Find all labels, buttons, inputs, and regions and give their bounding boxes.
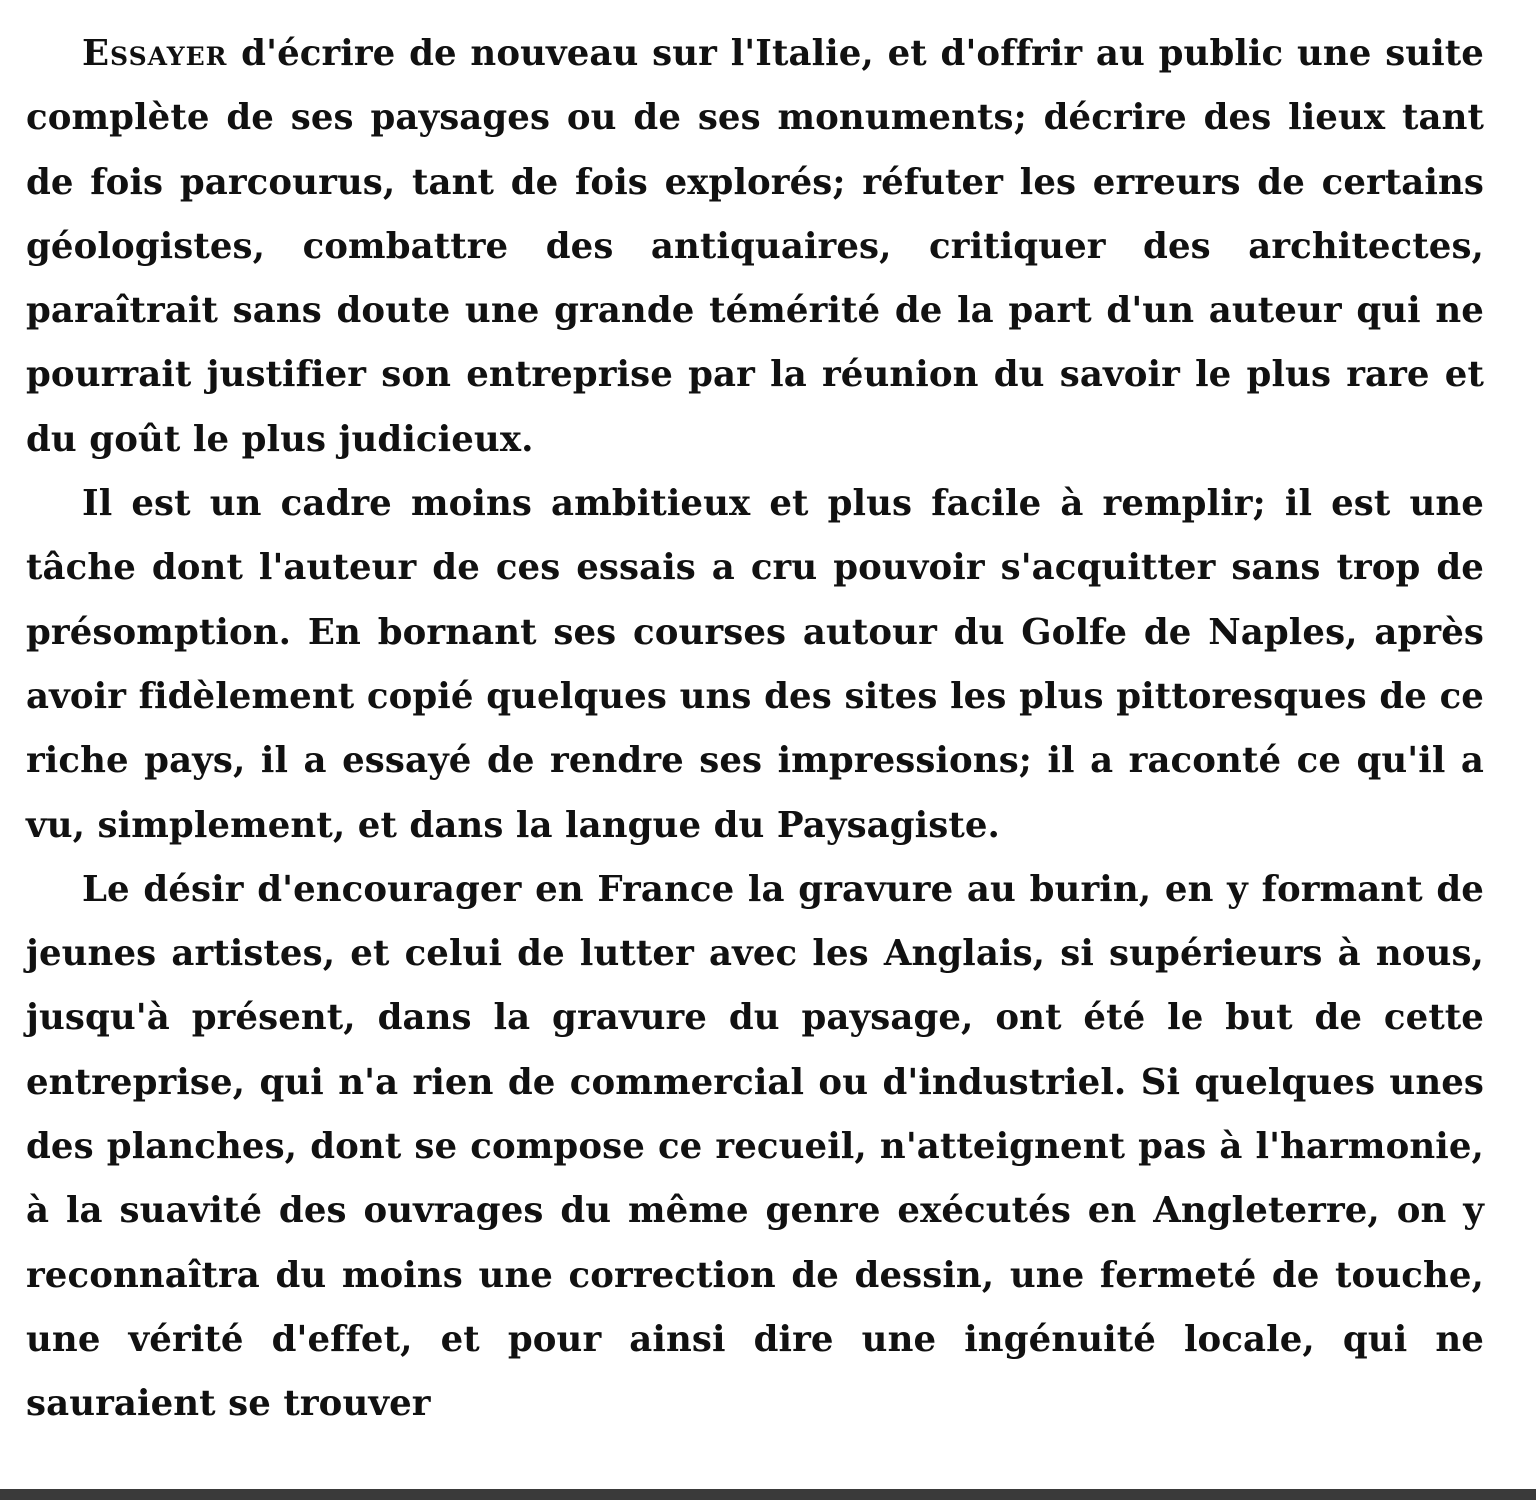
body-text	[26, 22, 1484, 1437]
paragraph-1-text: d'écrire de nouveau sur l'Italie, et d'offrir au public une suite complète de ses paysages ou de ses monuments; décrire des lieux tant de fois parcourus, tant de fois explorés; réfuter les erreurs de certains géologistes, combattre des antiquaires, critiquer des architectes, paraîtrait sans doute une grande témérité de la part d'un auteur qui ne pourrait justifier son entreprise par la réunion du savoir le plus rare et du goût le plus judicieux.	[26, 33, 1484, 460]
lead-word: Essayer	[82, 33, 228, 74]
paragraph-3: Le désir d'encourager en France la gravure au burin, en y formant de jeunes artistes, et celui de lutter avec les Anglais, si supérieurs à nous, jusqu'à présent, dans la gravure du paysage, ont été le but de cette entreprise, qui n'a rien de commercial ou d'industriel. Si quelques unes des planches, dont se compose ce recueil, n'atteignent pas à l'harmonie, à la suavité des ouvrages du même genre exécutés en Angleterre, on y reconnaîtra du moins une correction de dessin, une fermeté de touche, une vérité d'effet, et pour ainsi dire une ingénuité locale, qui ne sauraient se trouver	[26, 868, 1484, 1425]
paragraph-2: Il est un cadre moins ambitieux et plus facile à remplir; il est une tâche dont l'auteur de ces essais a cru pouvoir s'acquitter sans trop de présomption. En bornant ses courses autour du Golfe de Naples, après avoir fidèlement copié quelques uns des sites les plus pittoresques de ce riche pays, il a essayé de rendre ses impressions; il a raconté ce qu'il a vu, simplement, et dans la langue du Paysagiste.	[26, 483, 1484, 846]
bottom-edge-bar	[0, 1489, 1536, 1500]
paragraph-1	[26, 22, 1484, 472]
